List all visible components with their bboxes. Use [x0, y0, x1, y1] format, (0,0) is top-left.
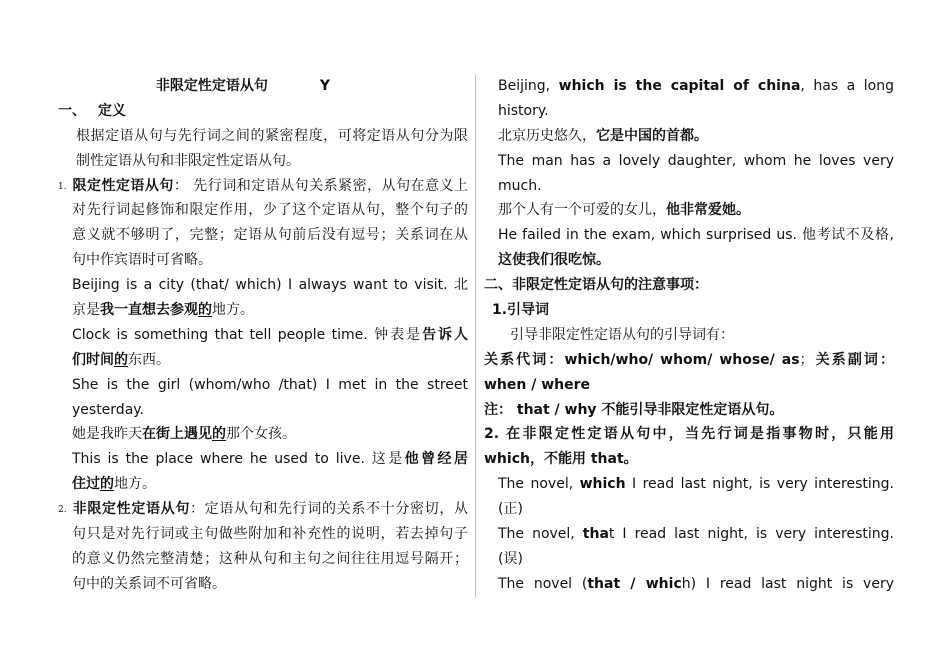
item-2-line-1: 2. 非限定性定语从句：定语从句和先行词的关系不十分密切，从 [58, 501, 468, 518]
example-3-line-2: yesterday. [72, 401, 145, 418]
item-1-line-2: 对先行词起修饰和限定作用，少了这个定语从句，整个句子的 [72, 202, 468, 219]
example-6-line-1: The man has a lovely daughter, whom he loves very [498, 152, 894, 169]
example-5-line-1: Beijing, which is the capital of china, has a long [498, 78, 894, 94]
example-2-line-2: 们时间的东西。 [72, 351, 170, 368]
item-1-line-4: 句中作宾语时可省略。 [72, 252, 212, 269]
example-5-line-2: history. [498, 102, 549, 119]
example-4-line-1: This is the place where he used to live. 这是他曾经居 [72, 451, 468, 468]
column-divider [475, 74, 476, 598]
example-5-zh: 北京历史悠久，它是中国的首都。 [498, 127, 708, 144]
item-2-line-2: 句只是对先行词或主句做些附加和补充性的说明，若去掉句子 [72, 526, 468, 543]
example-9-line-1: The novel, that I read last night, is very interesting. [498, 526, 894, 543]
right-column [484, 74, 894, 597]
intro-line-2: 制性定语从句和非限定性定语从句。 [76, 152, 300, 169]
relative-words-line-1: 关系代词：which/who/ whom/ whose/ as；关系副词： [484, 351, 895, 368]
example-7-line-1: He failed in the exam, which surprised us. 他考试不及格, [498, 227, 894, 244]
rule-2-line-1: 2. 在非限定性定语从句中，当先行词是指事物时，只能用 [484, 426, 894, 443]
example-9-verdict: (误) [498, 550, 523, 567]
intro-line-1: 根据定语从句与先行词之间的紧密程度，可将定语从句分为限 [76, 127, 468, 144]
example-1-en: Beijing is a city (that/ which) I always want to visit. 北 [72, 277, 468, 294]
example-4-line-2: 住过的地方。 [72, 476, 156, 493]
example-10-line-1: The novel (that / which) I read last night is very [498, 575, 894, 592]
page-title: 非限定性定语从句 Y [155, 78, 331, 94]
item-1-line-1: 1. 限定性定语从句： 先行词和定语从句关系紧密，从句在意义上 [58, 177, 469, 194]
example-2-line-1: Clock is something that tell people time. 钟表是告诉人 [72, 326, 469, 343]
example-8-verdict: (正) [498, 501, 523, 518]
item-2-line-4: 句中的关系词不可省略。 [72, 575, 226, 592]
rule-2-line-2: which，不能用 that。 [484, 451, 638, 468]
example-6-zh: 那个人有一个可爱的女儿，他非常爱她。 [498, 202, 750, 219]
example-8-line-1: The novel, which I read last night, is very interesting. [498, 476, 894, 493]
subsection-1-text: 引导非限定性定语从句的引导词有： [510, 326, 734, 343]
example-3-zh: 她是我昨天在街上遇见的那个女孩。 [72, 426, 296, 443]
example-3-line-1: She is the girl (whom/who /that) I met in the street [72, 376, 468, 393]
item-1-line-3: 意义就不够明了，完整；定语从句前后没有逗号；关系词在从 [72, 227, 468, 244]
example-6-line-2: much. [498, 177, 542, 194]
example-7-line-2: 这使我们很吃惊。 [498, 252, 610, 269]
section-2-heading: 二、非限定性定语从句的注意事项： [484, 277, 708, 294]
left-column [58, 74, 468, 597]
section-1-heading: 一、 定义 [58, 102, 126, 119]
relative-words-line-2: when / where [484, 376, 591, 393]
item-2-line-3: 的意义仍然完整清楚；这种从句和主句之间往往用逗号隔开； [72, 550, 468, 567]
subsection-1-heading: 1.引导词 [492, 302, 550, 319]
example-1-zh: 京是我一直想去参观的地方。 [72, 302, 254, 319]
note-line: 注： that / why 不能引导非限定性定语从句。 [484, 401, 784, 418]
